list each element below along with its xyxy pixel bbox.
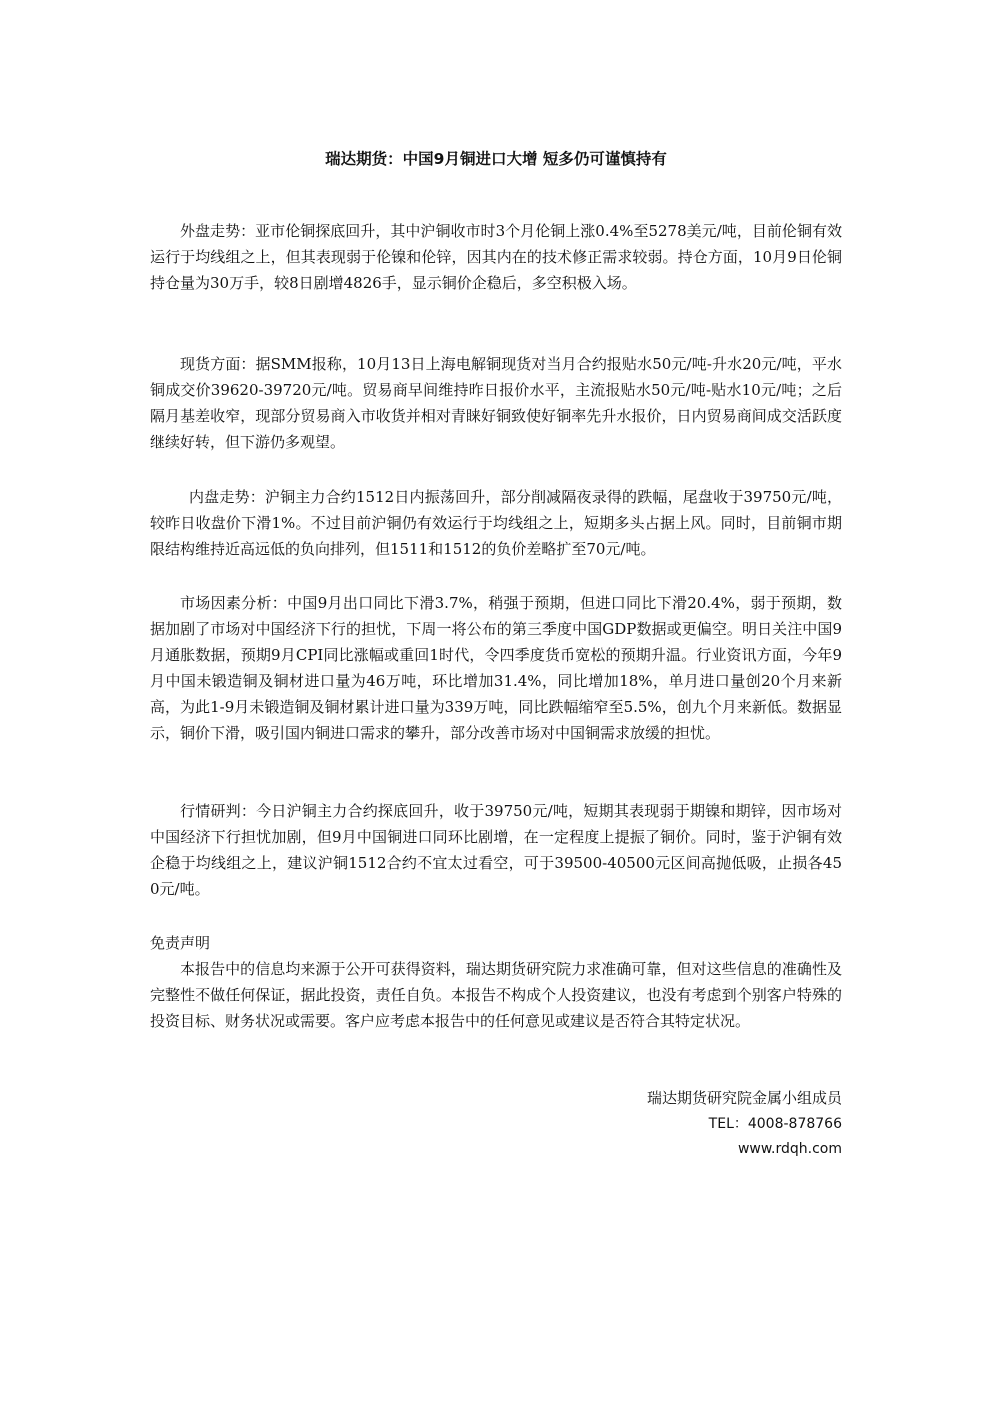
signature-team: 瑞达期货研究院金属小组成员 (646, 1089, 842, 1107)
document-title: 瑞达期货：中国9月铜进口大增 短多仍可谨慎持有 (325, 150, 667, 168)
paragraph-spot-market: 现货方面：据SMM报称，10月13日上海电解铜现货对当月合约报贴水50元/吨-升水20元/吨，平水铜成交价39620-39720元/吨。贸易商早间维持昨日报价水平，主流报贴水50元/吨-贴水10元/吨；之后隔月基差收窄，现部分贸易商入市收货并相对青睐好铜致使好铜率先升水报价，日内贸易商间成交活跃度继续好转，但下游仍多观望。 (150, 355, 842, 451)
paragraph-domestic-market: 内盘走势：沪铜主力合约1512日内振荡回升，部分削减隔夜录得的跌幅，尾盘收于39750元/吨，较昨日收盘价下滑1%。不过目前沪铜仍有效运行于均线组之上，短期多头占据上风。同时，目前铜市期限结构维持近高远低的负向排列，但1511和1512的负价差略扩至70元/吨。 (150, 488, 842, 558)
signature-website: www.rdqh.com (737, 1141, 842, 1157)
disclaimer-text: 本报告中的信息均来源于公开可获得资料，瑞达期货研究院力求准确可靠，但对这些信息的准确性及完整性不做任何保证，据此投资，责任自负。本报告不构成个人投资建议，也没有考虑到个别客户特殊的投资目标、财务状况或需要。客户应考虑本报告中的任何意见或建议是否符合其特定状况。 (150, 960, 842, 1030)
signature-phone: TEL：4008-878766 (708, 1116, 842, 1132)
disclaimer-heading: 免责声明 (150, 934, 211, 952)
paragraph-market-factors: 市场因素分析：中国9月出口同比下滑3.7%，稍强于预期，但进口同比下滑20.4%，弱于预期，数据加剧了市场对中国经济下行的担忧，下周一将公布的第三季度中国GDP数据或更偏空。明日关注中国9月通胀数据，预期9月CPI同比涨幅或重回1时代，令四季度货币宽松的预期升温。行业资讯方面，今年9月中国未锻造铜及铜材进口量为46万吨，环比增加31.4%，同比增加18%，单月进口量创20个月来新高，为此1-9月未锻造铜及铜材累计进口量为339万吨，同比跌幅缩窄至5.5%，创九个月来新低。数据显示，铜价下滑，吸引国内铜进口需求的攀升，部分改善市场对中国铜需求放缓的担忧。 (150, 594, 842, 742)
paragraph-external-market: 外盘走势：亚市伦铜探底回升，其中沪铜收市时3个月伦铜上涨0.4%至5278美元/吨，目前伦铜有效运行于均线组之上，但其表现弱于伦镍和伦锌，因其内在的技术修正需求较弱。持仓方面，10月9日伦铜持仓量为30万手，较8日剧增4826手，显示铜价企稳后，多空积极入场。 (150, 222, 842, 292)
paragraph-outlook: 行情研判：今日沪铜主力合约探底回升，收于39750元/吨，短期其表现弱于期镍和期锌，因市场对中国经济下行担忧加剧，但9月中国铜进口同环比剧增，在一定程度上提振了铜价。同时，鉴于沪铜有效企稳于均线组之上，建议沪铜1512合约不宜太过看空，可于39500-40500元区间高抛低吸，止损各450元/吨。 (150, 802, 842, 898)
